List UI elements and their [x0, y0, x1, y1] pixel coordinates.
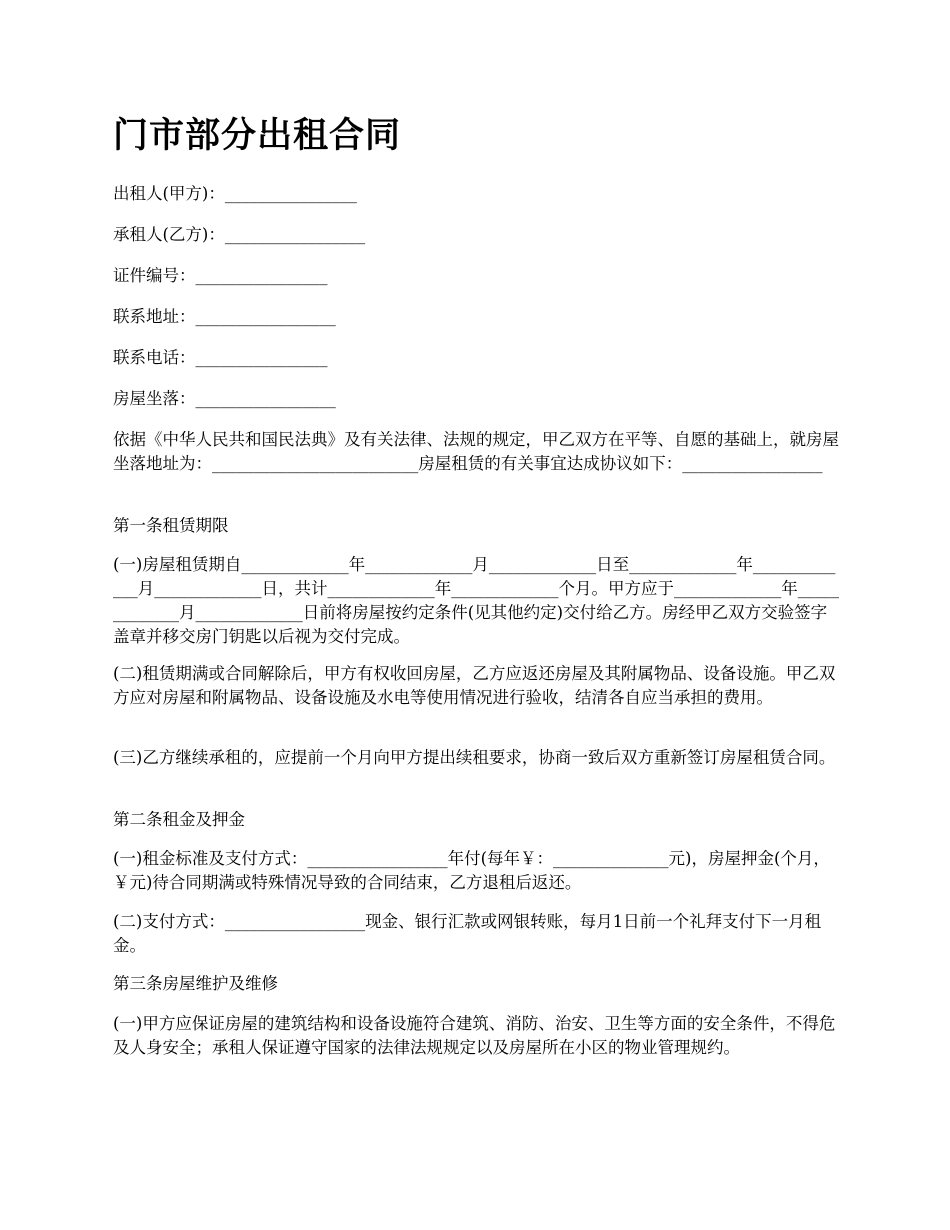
field-lessor: 出租人(甲方)：________________	[113, 184, 357, 203]
article3-heading: 第三条房屋维护及维修	[113, 974, 278, 993]
article1-paragraph-1: (一)房屋租赁期自_____________年_____________月_____________日至_____________年_____________月_____________日，共计_____________年_____________个月。甲方应于_____________年_____________月_____________日前将房屋按约定条件(见其他约定)交付给乙方。房经甲乙双方交验签字盖章并移交房门钥匙以后视为交付完成。	[113, 555, 839, 646]
article3-paragraph-1: (一)甲方应保证房屋的建筑结构和设备设施符合建筑、消防、治安、卫生等方面的安全条件，不得危及人身安全；承租人保证遵守国家的法律法规规定以及房屋所在小区的物业管理规约。	[113, 1014, 836, 1057]
field-lessee: 承租人(乙方)：_________________	[113, 225, 366, 244]
article1-heading: 第一条租赁期限	[113, 516, 229, 535]
article2-paragraph-2: (二)支付方式：_________________现金、银行汇款或网银转账，每月1日前一个礼拜支付下一月租金。	[113, 912, 822, 955]
article1-paragraph-3: (三)乙方继续承租的，应提前一个月向甲方提出续租要求，协商一致后双方重新签订房屋租赁合同。	[113, 748, 836, 767]
field-property-location: 房屋坐落：_________________	[113, 389, 336, 408]
field-contact-phone: 联系电话：________________	[113, 348, 328, 367]
field-contact-address: 联系地址：_________________	[113, 307, 336, 326]
preamble-paragraph: 依据《中华人民共和国民法典》及有关法律、法规的规定，甲乙双方在平等、自愿的基础上，就房屋坐落地址为：_________________________房屋租赁的有关事宜达成协议如下：_________________	[113, 430, 839, 473]
article1-paragraph-2: (二)租赁期满或合同解除后，甲方有权收回房屋，乙方应返还房屋及其附属物品、设备设施。甲乙双方应对房屋和附属物品、设备设施及水电等使用情况进行验收，结清各自应当承担的费用。	[113, 664, 836, 707]
article2-heading: 第二条租金及押金	[113, 810, 245, 829]
document-title: 门市部分出租合同	[113, 115, 402, 156]
field-id-number: 证件编号：________________	[113, 266, 328, 285]
article2-paragraph-1: (一)租金标准及支付方式：_________________年付(每年￥：______________元)，房屋押金(个月，￥元)待合同期满或特殊情况导致的合同结束，乙方退租后返还。	[113, 849, 830, 892]
